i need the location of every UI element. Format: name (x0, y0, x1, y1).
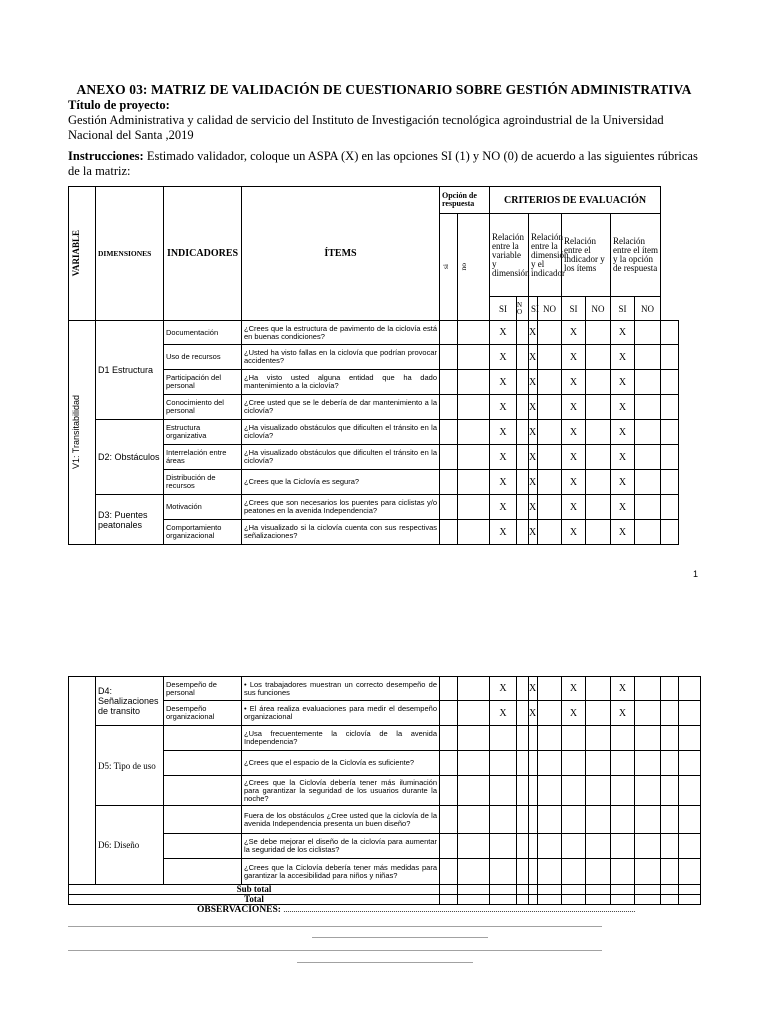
item-cell: ¿Se debe mejorar el diseño de la ciclovía para aumentar la seguridad de los ciclistas? (242, 834, 440, 859)
extra-cell (661, 806, 679, 834)
header-crit3: Relación entre el indicador y los ítems (562, 214, 611, 297)
item-cell: ¿Usa frecuentemente la ciclovía de la avenida Independencia? (242, 726, 440, 751)
crit2-si-cell[interactable]: X (529, 520, 538, 545)
extra-cell (661, 370, 679, 395)
crit3-si-cell[interactable] (562, 806, 586, 834)
option-si-cell[interactable] (440, 776, 458, 806)
indicator-cell: Documentación (164, 321, 242, 345)
crit1-si-cell[interactable]: X (490, 395, 517, 420)
crit2-si-cell[interactable] (529, 834, 538, 859)
crit1-si-cell[interactable]: X (490, 495, 517, 520)
crit2-si-cell[interactable] (529, 776, 538, 806)
crit2-si-cell[interactable] (529, 751, 538, 776)
crit3-no-cell[interactable] (586, 370, 611, 395)
option-no-cell[interactable] (458, 701, 490, 726)
extra-cell (661, 751, 679, 776)
dots-line-4: ........................................................................................ (297, 956, 473, 965)
item-cell: ¿Crees que son necesarios los puentes para ciclistas y/o peatones en la avenida Independencia? (242, 495, 440, 520)
option-no-cell[interactable] (458, 834, 490, 859)
table-row (69, 776, 701, 806)
indicator-cell (164, 806, 242, 834)
observaciones-label: OBSERVACIONES: (197, 905, 281, 915)
header-indicadores: INDICADORES (164, 187, 242, 321)
indicator-cell: Desempeño de personal (164, 677, 242, 701)
crit1-no-cell[interactable] (517, 859, 529, 885)
option-no-cell[interactable] (458, 470, 490, 495)
table-row (69, 751, 701, 776)
extra-cell (661, 677, 679, 701)
crit2-no-cell[interactable] (538, 859, 562, 885)
table-row (69, 834, 701, 859)
crit3-si-cell[interactable] (562, 776, 586, 806)
validation-matrix-page1 (68, 186, 679, 545)
extra-cell (679, 776, 701, 806)
header-variable: VARIABLE (69, 187, 96, 321)
dots-line-1: ........................................................................................................................................................................................................................................................................... (68, 920, 602, 929)
header-no-4: NO (635, 297, 661, 321)
table-row (69, 420, 679, 445)
crit2-no-cell[interactable] (538, 776, 562, 806)
crit2-no-cell[interactable] (538, 751, 562, 776)
crit3-si-cell[interactable]: X (562, 677, 586, 701)
crit3-no-cell[interactable] (586, 495, 611, 520)
option-si-cell[interactable] (440, 677, 458, 701)
option-no-cell[interactable] (458, 726, 490, 751)
crit3-no-cell[interactable] (586, 806, 611, 834)
extra-cell (679, 806, 701, 834)
indicator-cell: Desempeño organizacional (164, 701, 242, 726)
item-cell: ¿Crees que la Ciclovía debería tener más iluminación para garantizar la seguridad de los usuarios durante la noche? (242, 776, 440, 806)
crit4-no-cell[interactable] (635, 470, 661, 495)
header-crit1: Relación entre la variable y dimensión (490, 214, 529, 297)
crit4-no-cell[interactable] (635, 834, 661, 859)
crit4-si-cell[interactable]: X (611, 470, 635, 495)
option-si-cell[interactable] (440, 834, 458, 859)
extra-cell (661, 520, 679, 545)
crit1-no-cell[interactable] (517, 445, 529, 470)
item-cell: ¿Crees que el espacio de la Ciclovía es suficiente? (242, 751, 440, 776)
page-number: 1 (692, 569, 698, 579)
crit3-no-cell[interactable] (586, 395, 611, 420)
header-si-3: SI (562, 297, 586, 321)
crit4-si-cell[interactable]: X (611, 495, 635, 520)
indicator-cell: Motivación (164, 495, 242, 520)
crit2-no-cell[interactable] (538, 370, 562, 395)
item-cell: ¿Cree usted que se le debería de dar mantenimiento a la ciclovía? (242, 395, 440, 420)
crit3-no-cell[interactable] (586, 751, 611, 776)
crit1-no-cell[interactable] (517, 726, 529, 751)
crit4-no-cell[interactable] (635, 806, 661, 834)
crit4-no-cell[interactable] (635, 751, 661, 776)
crit2-no-cell[interactable] (538, 726, 562, 751)
crit2-si-cell[interactable]: X (529, 370, 538, 395)
subtotal-label: Sub total (69, 885, 440, 895)
option-si-cell[interactable] (440, 806, 458, 834)
item-cell: ¿Ha visualizado obstáculos que dificulten el tránsito en la ciclovía? (242, 445, 440, 470)
crit1-si-cell[interactable] (490, 726, 517, 751)
table-row (69, 806, 701, 834)
variable-cell (69, 677, 96, 885)
option-no-cell[interactable] (458, 370, 490, 395)
crit2-no-cell[interactable] (538, 470, 562, 495)
crit1-si-cell[interactable] (490, 834, 517, 859)
crit3-si-cell[interactable]: X (562, 321, 586, 345)
crit3-no-cell[interactable] (586, 445, 611, 470)
crit1-si-cell[interactable] (490, 751, 517, 776)
crit3-si-cell[interactable]: X (562, 420, 586, 445)
option-no-cell[interactable] (458, 345, 490, 370)
dimension-cell: D2: Obstáculos (96, 420, 164, 495)
crit4-no-cell[interactable] (635, 859, 661, 885)
header-crit4: Relación entre el ítem y la opción de respuesta (611, 214, 661, 297)
option-si-cell[interactable] (440, 701, 458, 726)
indicator-cell: Participación del personal (164, 370, 242, 395)
crit4-no-cell[interactable] (635, 520, 661, 545)
crit4-si-cell[interactable] (611, 834, 635, 859)
option-no-cell[interactable] (458, 395, 490, 420)
observaciones-line (197, 905, 635, 915)
project-text: Gestión Administrativa y calidad de servicio del Instituto de Investigación tecnológica agroindustrial de la Universidad Nacional del Santa ,2019 (68, 113, 664, 142)
dots-line-2: ........................................................................................ (312, 931, 488, 940)
option-si-cell[interactable] (440, 470, 458, 495)
crit3-no-cell[interactable] (586, 726, 611, 751)
crit4-si-cell[interactable]: X (611, 701, 635, 726)
crit1-no-cell[interactable] (517, 677, 529, 701)
option-no-cell[interactable] (458, 859, 490, 885)
instructions-label: Instrucciones: (68, 149, 144, 163)
option-no-cell[interactable] (458, 420, 490, 445)
crit4-no-cell[interactable] (635, 776, 661, 806)
crit2-si-cell[interactable]: X (529, 321, 538, 345)
crit1-no-cell[interactable] (517, 395, 529, 420)
table-row (69, 677, 701, 701)
crit4-si-cell[interactable] (611, 726, 635, 751)
indicator-cell (164, 776, 242, 806)
option-si-cell[interactable] (440, 520, 458, 545)
item-cell: • Los trabajadores muestran un correcto desempeño de sus funciones (242, 677, 440, 701)
table-row (69, 495, 679, 520)
total-label: Total (69, 895, 440, 905)
crit2-si-cell[interactable] (529, 726, 538, 751)
crit2-no-cell[interactable] (538, 395, 562, 420)
option-si-cell[interactable] (440, 445, 458, 470)
option-no-cell[interactable] (458, 751, 490, 776)
extra-cell (661, 859, 679, 885)
crit3-no-cell[interactable] (586, 470, 611, 495)
table-row (69, 859, 701, 885)
extra-cell (679, 677, 701, 701)
crit2-si-cell[interactable]: X (529, 395, 538, 420)
extra-cell (661, 420, 679, 445)
crit4-si-cell[interactable]: X (611, 420, 635, 445)
dimension-cell: D1 Estructura (96, 321, 164, 420)
crit1-si-cell[interactable] (490, 806, 517, 834)
crit1-no-cell[interactable] (517, 370, 529, 395)
crit2-no-cell[interactable] (538, 345, 562, 370)
crit1-no-cell[interactable] (517, 345, 529, 370)
crit3-si-cell[interactable]: X (562, 445, 586, 470)
crit1-no-cell[interactable] (517, 420, 529, 445)
header-opcion: Opción de respuesta (440, 187, 490, 214)
indicator-cell: Uso de recursos (164, 345, 242, 370)
crit4-no-cell[interactable] (635, 677, 661, 701)
indicator-cell (164, 726, 242, 751)
extra-cell (661, 470, 679, 495)
extra-cell (661, 834, 679, 859)
header-dimensiones: DIMENSIONES (96, 187, 164, 321)
table-row (69, 701, 701, 726)
crit2-no-cell[interactable] (538, 321, 562, 345)
crit1-si-cell[interactable]: X (490, 370, 517, 395)
item-cell: ¿Ha visto usted alguna entidad que ha dado mantenimiento a la ciclovía? (242, 370, 440, 395)
crit3-no-cell[interactable] (586, 859, 611, 885)
table-row (69, 726, 701, 751)
extra-cell (661, 495, 679, 520)
document-title: ANEXO 03: MATRIZ DE VALIDACIÓN DE CUESTIONARIO SOBRE GESTIÓN ADMINISTRATIVA (76, 82, 692, 97)
crit1-si-cell[interactable]: X (490, 420, 517, 445)
crit3-si-cell[interactable]: X (562, 701, 586, 726)
crit1-no-cell[interactable] (517, 834, 529, 859)
crit4-no-cell[interactable] (635, 370, 661, 395)
crit3-no-cell[interactable] (586, 520, 611, 545)
indicator-cell: Conocimiento del personal (164, 395, 242, 420)
indicator-cell: Estructura organizativa (164, 420, 242, 445)
crit3-si-cell[interactable]: X (562, 520, 586, 545)
crit3-si-cell[interactable] (562, 834, 586, 859)
crit1-si-cell[interactable]: X (490, 345, 517, 370)
crit2-no-cell[interactable] (538, 834, 562, 859)
extra-cell (661, 776, 679, 806)
option-no-cell[interactable] (458, 445, 490, 470)
crit3-no-cell[interactable] (586, 677, 611, 701)
crit4-no-cell[interactable] (635, 701, 661, 726)
extra-cell (679, 859, 701, 885)
table-row (69, 321, 679, 345)
crit4-no-cell[interactable] (635, 420, 661, 445)
option-si-cell[interactable] (440, 395, 458, 420)
crit3-no-cell[interactable] (586, 321, 611, 345)
crit4-no-cell[interactable] (635, 445, 661, 470)
dimension-cell: D3: Puentes peatonales (96, 495, 164, 545)
dimension-cell: D5: Tipo de uso (96, 726, 164, 806)
crit4-no-cell[interactable] (635, 726, 661, 751)
crit3-no-cell[interactable] (586, 345, 611, 370)
option-si-cell[interactable] (440, 859, 458, 885)
dimension-cell: D6: Diseño (96, 806, 164, 885)
crit4-no-cell[interactable] (635, 395, 661, 420)
item-cell: ¿Ha visualizado obstáculos que dificulten el tránsito en la ciclovía? (242, 420, 440, 445)
item-cell: ¿Ha visualizado si la ciclovía cuenta con sus respectivas señalizaciones? (242, 520, 440, 545)
crit1-no-cell[interactable] (517, 776, 529, 806)
header-no-1: N O (517, 297, 529, 321)
observaciones-dots: ........................................................................................ (283, 905, 460, 914)
header-si-1: SI (490, 297, 517, 321)
crit3-si-cell[interactable]: X (562, 395, 586, 420)
indicator-cell (164, 834, 242, 859)
extra-cell (661, 701, 679, 726)
crit3-no-cell[interactable] (586, 701, 611, 726)
indicator-cell: Comportamiento organizacional (164, 520, 242, 545)
option-no-cell[interactable] (458, 321, 490, 345)
crit3-si-cell[interactable]: X (562, 345, 586, 370)
option-si-cell[interactable] (440, 345, 458, 370)
crit4-si-cell[interactable]: X (611, 395, 635, 420)
crit1-no-cell[interactable] (517, 751, 529, 776)
crit3-no-cell[interactable] (586, 834, 611, 859)
dimension-cell: D4: Señalizaciones de transito (96, 677, 164, 726)
option-no-cell[interactable] (458, 520, 490, 545)
option-si-cell[interactable] (440, 420, 458, 445)
crit1-no-cell[interactable] (517, 470, 529, 495)
extra-cell (679, 701, 701, 726)
crit1-si-cell[interactable]: X (490, 677, 517, 701)
crit3-si-cell[interactable] (562, 859, 586, 885)
option-no-cell[interactable] (458, 495, 490, 520)
extra-cell (679, 726, 701, 751)
item-cell: Fuera de los obstáculos ¿Cree usted que la ciclovía de la avenida Independencia presenta un buen diseño? (242, 806, 440, 834)
crit2-no-cell[interactable] (538, 495, 562, 520)
header-no-2: NO (538, 297, 562, 321)
crit2-no-cell[interactable] (538, 806, 562, 834)
instructions-text: Estimado validador, coloque un ASPA (X) en las opciones SI (1) y NO (0) de acuerdo a las siguientes rúbricas de la matriz: (68, 149, 698, 178)
crit4-no-cell[interactable] (635, 495, 661, 520)
extra-cell (661, 726, 679, 751)
indicator-cell (164, 859, 242, 885)
header-criterios: CRITERIOS DE EVALUACIÓN (490, 187, 661, 214)
indicator-cell (164, 751, 242, 776)
indicator-cell: Distribución de recursos (164, 470, 242, 495)
crit1-si-cell[interactable]: X (490, 520, 517, 545)
header-no: no (458, 214, 490, 321)
crit4-si-cell[interactable]: X (611, 677, 635, 701)
crit4-si-cell[interactable] (611, 776, 635, 806)
header-si-2: SI (529, 297, 538, 321)
crit3-si-cell[interactable]: X (562, 370, 586, 395)
crit1-no-cell[interactable] (517, 520, 529, 545)
extra-cell (661, 395, 679, 420)
header-crit2: Relación entre la dimensión y el indicador (529, 214, 562, 297)
crit2-si-cell[interactable]: X (529, 677, 538, 701)
project-label: Título de proyecto: (68, 98, 170, 112)
crit4-si-cell[interactable] (611, 751, 635, 776)
crit2-no-cell[interactable] (538, 445, 562, 470)
item-cell: ¿Crees que la Ciclovía es segura? (242, 470, 440, 495)
extra-cell (679, 751, 701, 776)
header-si-4: SI (611, 297, 635, 321)
crit1-si-cell[interactable]: X (490, 701, 517, 726)
crit1-no-cell[interactable] (517, 495, 529, 520)
extra-cell (679, 834, 701, 859)
crit4-si-cell[interactable] (611, 859, 635, 885)
crit2-no-cell[interactable] (538, 520, 562, 545)
option-no-cell[interactable] (458, 806, 490, 834)
crit1-si-cell[interactable] (490, 859, 517, 885)
crit4-si-cell[interactable]: X (611, 345, 635, 370)
crit3-si-cell[interactable]: X (562, 495, 586, 520)
dots-line-3: ........................................................................................................................................................................................................................................................................... (68, 944, 602, 953)
item-cell: ¿Crees que la Ciclovía debería tener más medidas para garantizar la accesibilidad para niños y niñas? (242, 859, 440, 885)
crit2-si-cell[interactable]: X (529, 495, 538, 520)
option-no-cell[interactable] (458, 677, 490, 701)
option-no-cell[interactable] (458, 776, 490, 806)
item-cell: ¿Usted ha visto fallas en la ciclovía que podrían provocar accidentes? (242, 345, 440, 370)
crit2-si-cell[interactable] (529, 859, 538, 885)
observaciones-dots-2: ........................................................................................ (459, 905, 636, 914)
header-items: ÍTEMS (242, 187, 440, 321)
crit1-no-cell[interactable] (517, 701, 529, 726)
crit4-si-cell[interactable]: X (611, 445, 635, 470)
instructions (68, 149, 698, 179)
crit4-si-cell[interactable] (611, 806, 635, 834)
option-si-cell[interactable] (440, 370, 458, 395)
crit3-no-cell[interactable] (586, 420, 611, 445)
crit3-si-cell[interactable]: X (562, 470, 586, 495)
crit1-si-cell[interactable]: X (490, 445, 517, 470)
extra-cell (661, 345, 679, 370)
item-cell: • El área realiza evaluaciones para medir el desempeño organizacional (242, 701, 440, 726)
crit2-si-cell[interactable]: X (529, 701, 538, 726)
crit3-si-cell[interactable] (562, 726, 586, 751)
header-no-3: NO (586, 297, 611, 321)
crit2-si-cell[interactable]: X (529, 420, 538, 445)
option-si-cell[interactable] (440, 726, 458, 751)
crit1-si-cell[interactable]: X (490, 470, 517, 495)
crit4-no-cell[interactable] (635, 345, 661, 370)
option-si-cell[interactable] (440, 321, 458, 345)
crit3-no-cell[interactable] (586, 776, 611, 806)
crit4-si-cell[interactable]: X (611, 370, 635, 395)
validation-matrix-page2 (68, 676, 701, 905)
variable-cell: V1: Transitabilidad (69, 321, 96, 545)
crit4-no-cell[interactable] (635, 321, 661, 345)
item-cell: ¿Crees que la estructura de pavimento de la ciclovía está en buenas condiciones? (242, 321, 440, 345)
crit1-si-cell[interactable] (490, 776, 517, 806)
header-si: si (440, 214, 458, 321)
option-si-cell[interactable] (440, 495, 458, 520)
extra-cell (661, 445, 679, 470)
crit2-si-cell[interactable]: X (529, 445, 538, 470)
option-si-cell[interactable] (440, 751, 458, 776)
crit2-no-cell[interactable] (538, 420, 562, 445)
crit2-si-cell[interactable]: X (529, 470, 538, 495)
crit4-si-cell[interactable]: X (611, 520, 635, 545)
extra-cell (661, 321, 679, 345)
crit3-si-cell[interactable] (562, 751, 586, 776)
crit2-no-cell[interactable] (538, 677, 562, 701)
crit2-si-cell[interactable]: X (529, 345, 538, 370)
crit1-no-cell[interactable] (517, 806, 529, 834)
crit2-si-cell[interactable] (529, 806, 538, 834)
crit2-no-cell[interactable] (538, 701, 562, 726)
indicator-cell: Interrelación entre áreas (164, 445, 242, 470)
crit1-si-cell[interactable]: X (490, 321, 517, 345)
crit1-no-cell[interactable] (517, 321, 529, 345)
crit4-si-cell[interactable]: X (611, 321, 635, 345)
